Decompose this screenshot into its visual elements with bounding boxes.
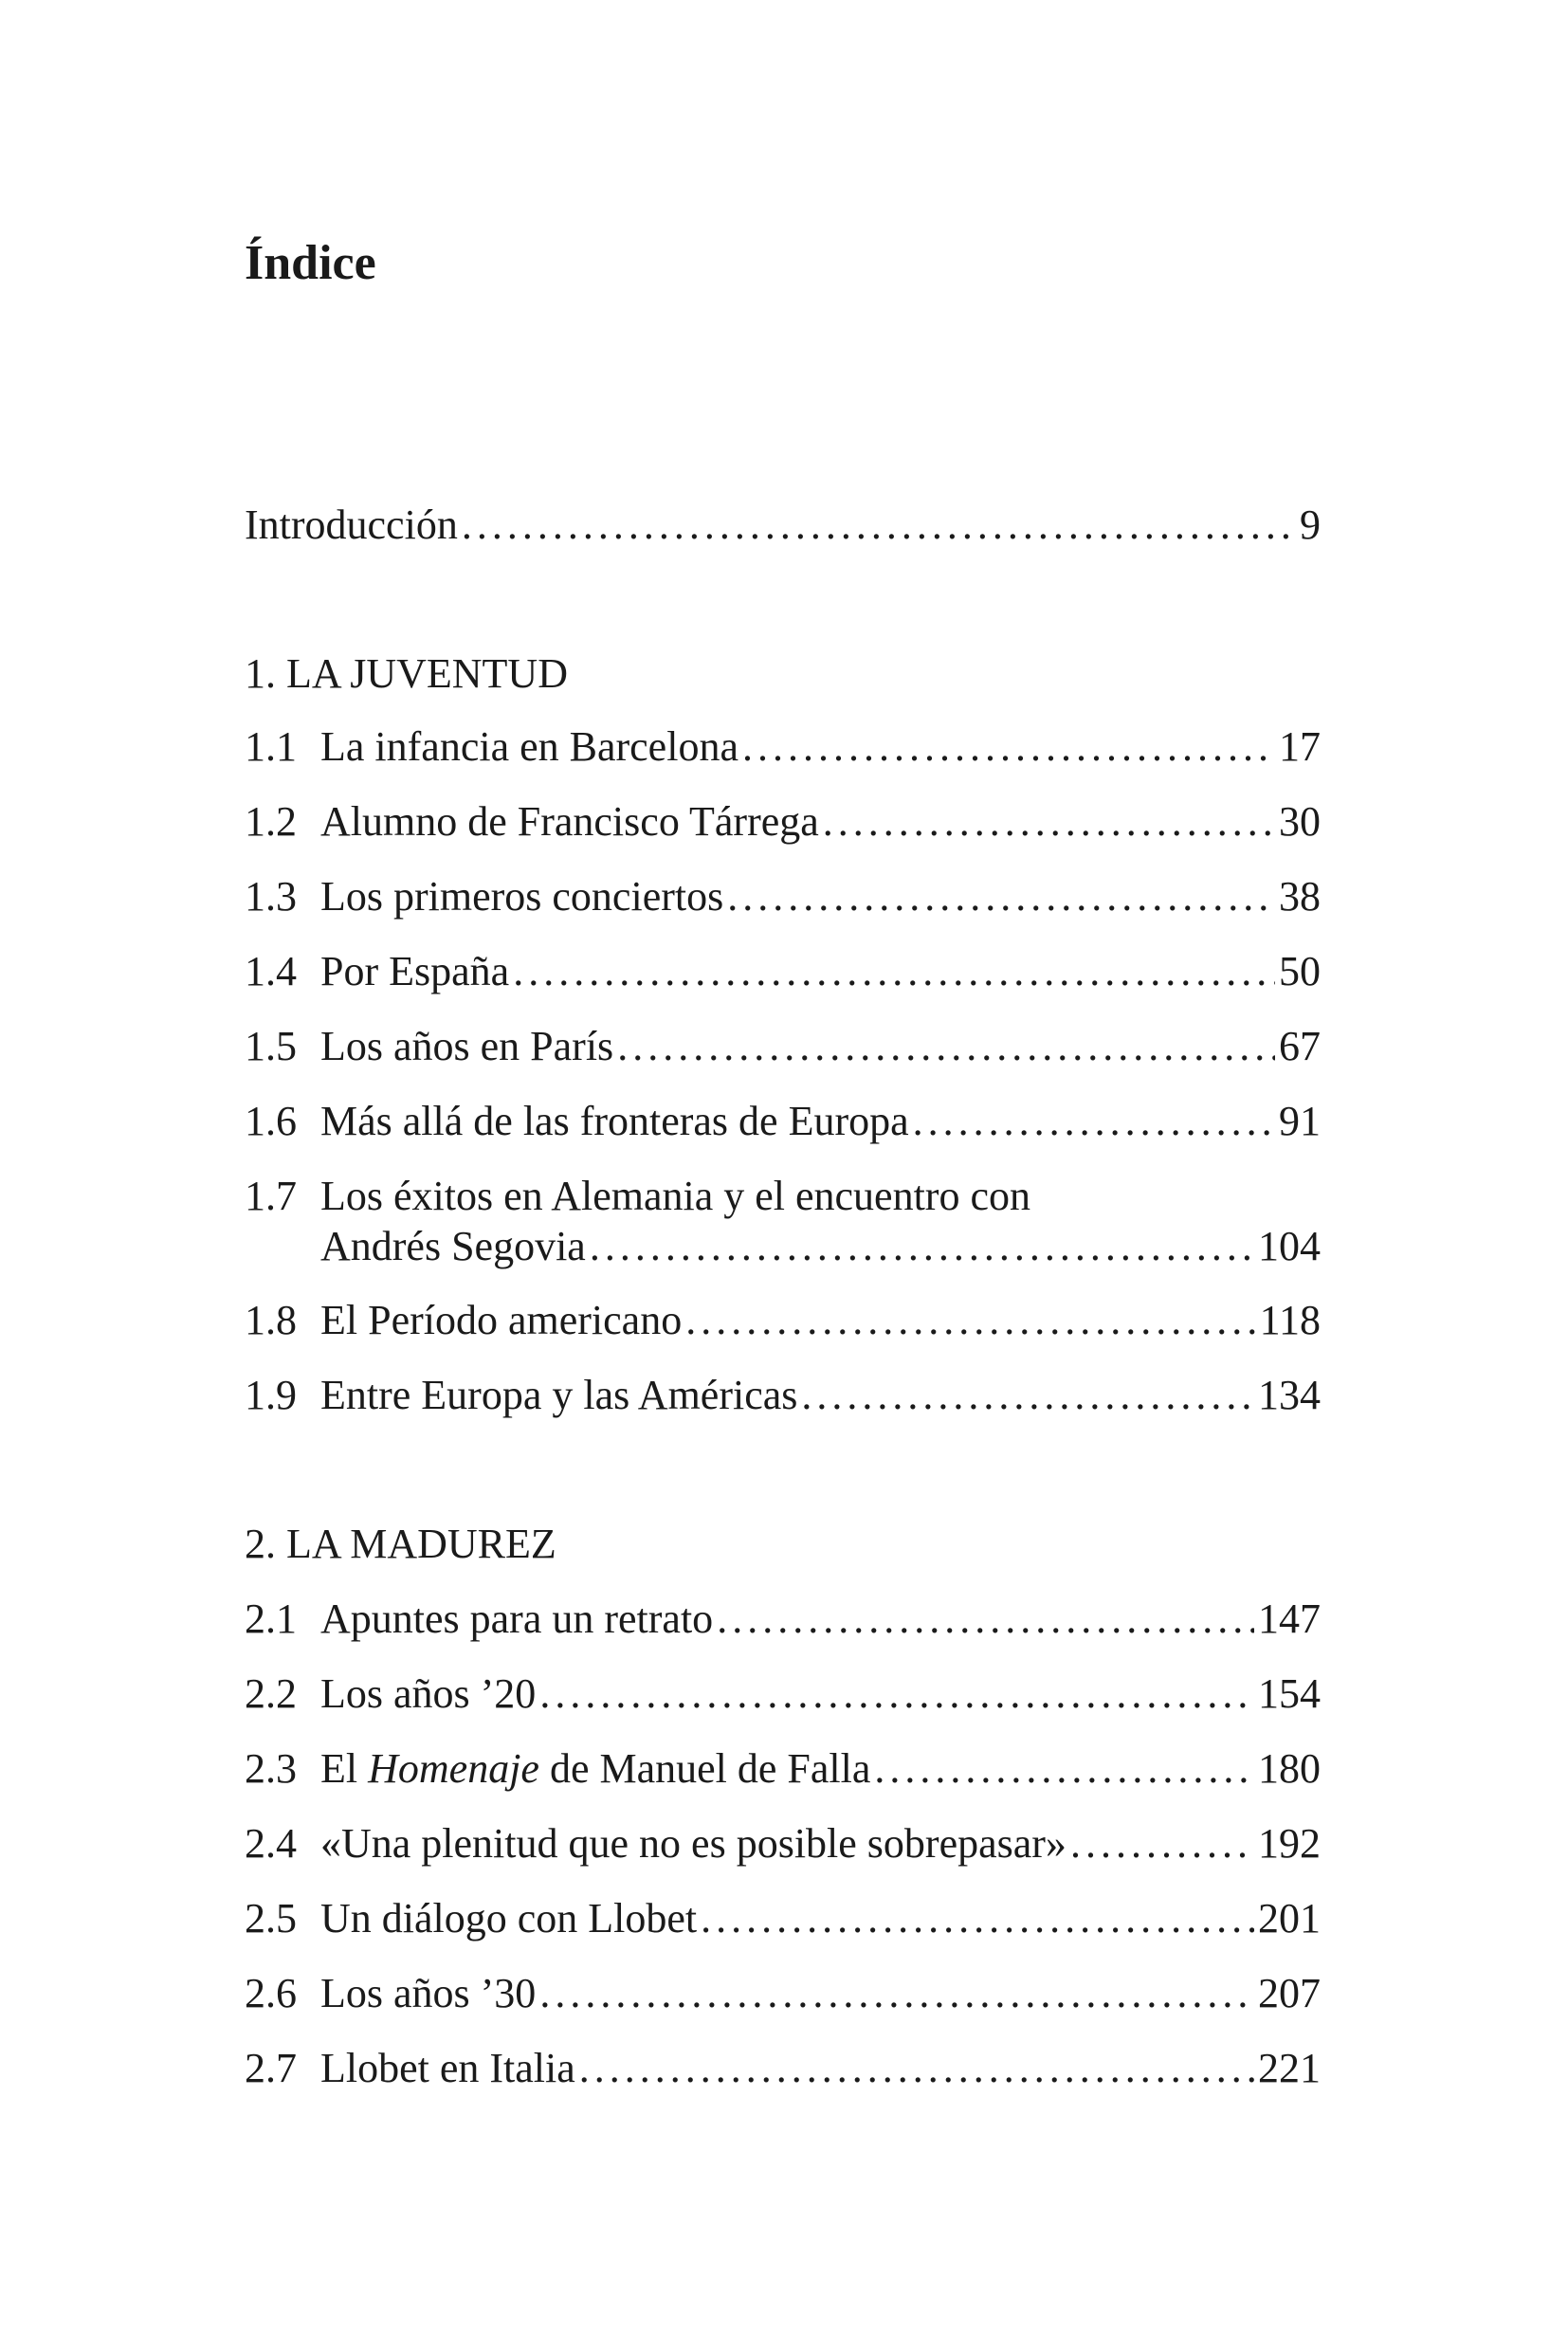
toc-entry[interactable] (245, 1818, 1321, 1869)
entry-page: 118 (1259, 1297, 1321, 1343)
entry-page: 192 (1258, 1820, 1321, 1867)
toc-entry[interactable] (245, 1968, 1321, 2019)
entry-label: Los años ’30 (320, 1970, 537, 2016)
entry-page: 67 (1279, 1023, 1321, 1069)
entry-number: 1.2 (245, 798, 297, 845)
dot-leader (462, 500, 1296, 551)
dot-leader (727, 871, 1275, 922)
entry-page: 38 (1279, 873, 1321, 920)
entry-page: 180 (1258, 1745, 1321, 1792)
entry-number: 1.3 (245, 873, 297, 920)
entry-page: 201 (1258, 1895, 1321, 1942)
toc-entry[interactable] (245, 871, 1321, 922)
entry-number: 2.5 (245, 1895, 297, 1942)
entry-number: 2.2 (245, 1670, 297, 1717)
entry-page: 30 (1279, 798, 1321, 845)
entry-label: El Período americano (320, 1297, 683, 1343)
page-title: Índice (245, 236, 376, 290)
entry-number: 2.4 (245, 1820, 297, 1867)
entry-label-line2: Andrés Segovia (320, 1223, 586, 1269)
entry-page: 154 (1258, 1670, 1321, 1717)
dot-leader (801, 1370, 1254, 1421)
entry-number: 2.7 (245, 2045, 297, 2091)
entry-label: Por España (320, 948, 510, 994)
entry-label: Más allá de las fronteras de Europa (320, 1098, 909, 1144)
toc-entry[interactable] (245, 1893, 1321, 1944)
entry-label: Los primeros conciertos (320, 873, 724, 920)
toc-entry[interactable] (245, 1594, 1321, 1645)
toc-entry[interactable] (245, 796, 1321, 848)
dot-leader (717, 1594, 1254, 1645)
entry-label: La infancia en Barcelona (320, 723, 738, 770)
toc-entry[interactable] (245, 1370, 1321, 1421)
toc-entry[interactable] (245, 1743, 1321, 1795)
dot-leader (617, 1021, 1275, 1072)
entry-page: 221 (1258, 2045, 1321, 2091)
entry-page: 104 (1258, 1223, 1321, 1269)
entry-page: 91 (1279, 1098, 1321, 1144)
toc-entry[interactable] (245, 2043, 1321, 2094)
entry-page: 147 (1258, 1595, 1321, 1642)
entry-number: 2.3 (245, 1745, 297, 1792)
toc-entry[interactable] (245, 1171, 1321, 1222)
entry-number: 1.5 (245, 1023, 297, 1069)
dot-leader (742, 721, 1275, 773)
section-heading-2: 2. LA MADUREZ (245, 1521, 556, 1567)
dot-leader (590, 1221, 1254, 1272)
toc-entry[interactable] (245, 946, 1321, 997)
entry-number: 1.1 (245, 723, 297, 770)
label-suffix: de Manuel de Falla (538, 1745, 871, 1792)
label-prefix: El (320, 1745, 369, 1792)
entry-label: Los años ’20 (320, 1670, 537, 1717)
toc-entry[interactable] (245, 1021, 1321, 1072)
toc-entry-intro[interactable] (245, 500, 1321, 551)
toc-entry[interactable] (245, 1668, 1321, 1720)
entry-label: Introducción (245, 501, 458, 548)
entry-number: 1.7 (245, 1173, 297, 1219)
toc-entry[interactable] (245, 721, 1321, 773)
entry-page: 17 (1279, 723, 1321, 770)
section-heading-1: 1. LA JUVENTUD (245, 650, 568, 697)
toc-entry[interactable] (245, 1096, 1321, 1147)
dot-leader (539, 1968, 1254, 2019)
label-italic: Homenaje (368, 1745, 539, 1792)
entry-label: Los años en París (320, 1023, 614, 1069)
entry-page: 134 (1258, 1372, 1321, 1418)
dot-leader (579, 2043, 1254, 2094)
dot-leader (685, 1295, 1255, 1346)
entry-number: 1.8 (245, 1297, 297, 1343)
entry-number: 1.6 (245, 1098, 297, 1144)
dot-leader (539, 1668, 1254, 1720)
dot-leader (874, 1743, 1254, 1795)
entry-label: Un diálogo con Llobet (320, 1895, 698, 1942)
dot-leader (513, 946, 1275, 997)
dot-leader (1070, 1818, 1254, 1869)
dot-leader (701, 1893, 1254, 1944)
entry-page: 9 (1300, 501, 1321, 548)
entry-page: 207 (1258, 1970, 1321, 2016)
entry-page: 50 (1279, 948, 1321, 994)
toc-entry[interactable] (245, 1295, 1321, 1346)
entry-label: Los éxitos en Alemania y el encuentro con (320, 1173, 1030, 1219)
entry-label: Alumno de Francisco Tárrega (320, 798, 819, 845)
entry-label: Entre Europa y las Américas (320, 1372, 798, 1418)
dot-leader (823, 796, 1275, 848)
entry-label: Llobet en Italia (320, 2045, 575, 2091)
entry-label (320, 1743, 870, 1795)
entry-label: Apuntes para un retrato (320, 1595, 714, 1642)
entry-number: 1.4 (245, 948, 297, 994)
toc-entry-continuation[interactable] (320, 1221, 1321, 1272)
entry-number: 2.1 (245, 1595, 297, 1642)
entry-number: 2.6 (245, 1970, 297, 2016)
dot-leader (913, 1096, 1275, 1147)
entry-number: 1.9 (245, 1372, 297, 1418)
entry-label: «Una plenitud que no es posible sobrepasar» (320, 1820, 1067, 1867)
